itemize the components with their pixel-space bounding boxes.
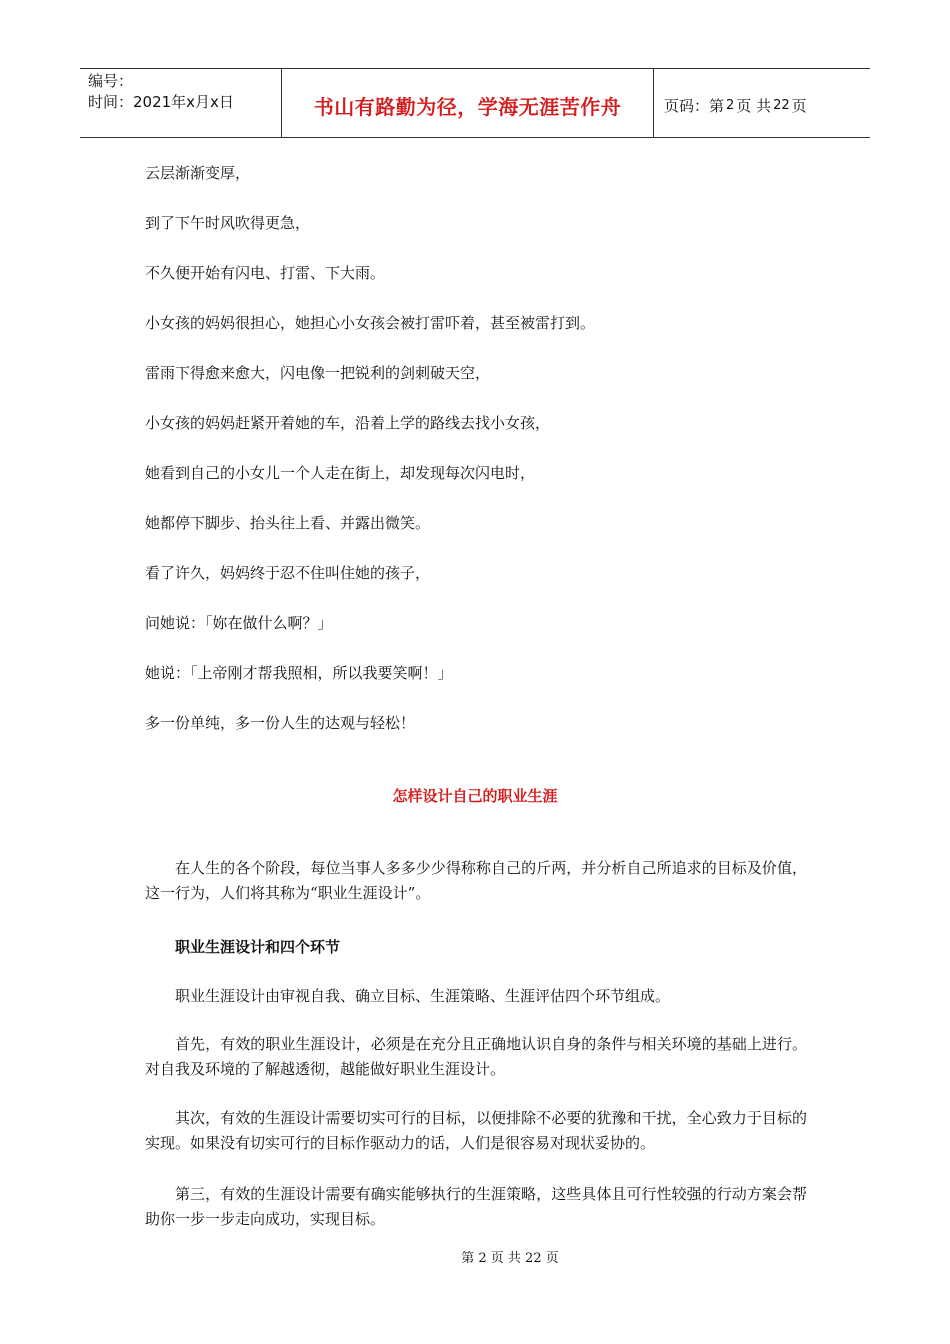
story-line: 到了下午时风吹得更急， [145,214,311,232]
story-line: 小女孩的妈妈很担心，她担心小女孩会被打雷吓着，甚至被雷打到。 [145,314,596,332]
page-suffix: 页 [791,96,807,115]
story-line: 看了许久，妈妈终于忍不住叫住她的孩子， [145,564,431,582]
header-meta [80,69,282,137]
story-line: 问她说：「妳在做什么啊？」 [145,614,333,632]
article-paragraph: 其次，有效的生涯设计需要切实可行的目标，以便排除不必要的犹豫和干扰，全心致力于目标的实现。如果没有切实可行的目标作驱动力的话，人们是很容易对现状妥协的。 [145,1109,807,1152]
article-title: 怎样设计自己的职业生涯 [392,787,558,805]
article-subheading: 职业生涯设计和四个环节 [175,938,341,956]
page-current: 2 [726,97,735,113]
story-line: 小女孩的妈妈赶紧开着她的车，沿着上学的路线去找小女孩， [145,414,551,432]
story-line: 多一份单纯，多一份人生的达观与轻松！ [145,714,416,732]
story-line: 她都停下脚步、抬头往上看、并露出微笑。 [145,514,431,532]
story-line: 云层渐渐变厚， [145,164,251,182]
document-number-label: 编号： [88,72,134,90]
story-line: 她说：「上帝刚才帮我照相，所以我要笑啊！」 [145,664,453,682]
article-paragraph: 职业生涯设计由审视自我、确立目标、生涯策略、生涯评估四个环节组成。 [175,987,671,1005]
page-footer: 第 2 页 共 22 页 [461,1251,559,1266]
header-motto-cell [282,69,654,137]
article-paragraph: 首先，有效的职业生涯设计，必须是在充分且正确地认识自身的条件与相关环境的基础上进行。对自我及环境的了解越透彻，越能做好职业生涯设计。 [145,1035,807,1078]
page-header [80,68,870,138]
page-mid: 页 共 [736,96,772,115]
page-total: 22 [773,97,790,113]
story-line: 不久便开始有闪电、打雷、下大雨。 [145,264,386,282]
header-page-info [654,69,870,137]
story-line: 她看到自己的小女儿一个人走在街上，却发现每次闪电时， [145,464,536,482]
article-intro: 在人生的各个阶段，每位当事人多多少少得称称自己的斤两，并分析自己所追求的目标及价值，这一行为，人们将其称为“职业生涯设计”。 [145,859,807,902]
header-motto: 书山有路勤为径，学海无涯苦作舟 [313,94,622,119]
story-line: 雷雨下得愈来愈大，闪电像一把锐利的剑刺破天空， [145,364,491,382]
page-prefix: 页码：第 [664,96,725,115]
document-time-label: 时间：2021年x月x日 [88,93,234,111]
article-paragraph: 第三，有效的生涯设计需要有确实能够执行的生涯策略，这些具体且可行性较强的行动方案会帮助你一步一步走向成功，实现目标。 [145,1185,807,1228]
